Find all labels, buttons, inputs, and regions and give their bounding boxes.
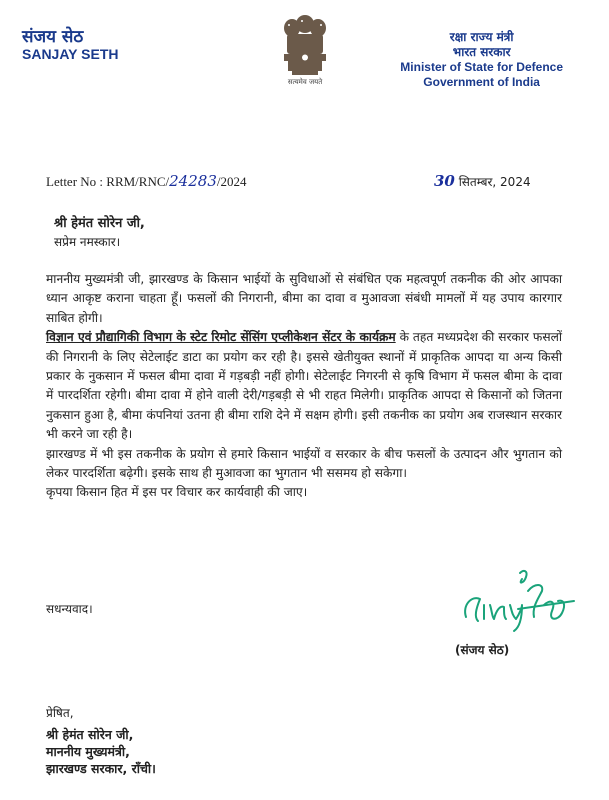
salutation: श्री हेमंत सोरेन जी, xyxy=(54,216,145,231)
body-paragraph-2 xyxy=(46,328,562,444)
forwarded-label: प्रेषित, xyxy=(46,706,74,720)
address-line-2: माननीय मुख्यमंत्री, xyxy=(46,744,130,759)
address-line-3: झारखण्ड सरकार, राँची। xyxy=(46,761,156,776)
body-paragraph-3: झारखण्ड में भी इस तकनीक के प्रयोग से हमारे किसान भाईयों व सरकार के बीच फसलों के उत्पादन और भुगतान को लेकर पारदर्शिता बढ़ेगी। इसके साथ ही मुआवजा का भुगतान भी ससमय हो सकेगा। xyxy=(46,446,562,481)
greeting: सप्रेम नमस्कार। xyxy=(54,235,121,249)
body-paragraph-2-text: के तहत मध्यप्रदेश की सरकार फसलों की निगरानी के लिए सेटेलाईट डाटा का प्रयोग कर रही है। इससे खेतीयुक्त स्थानों में प्राकृतिक आपदा या अन्य किसी प्रकार के नुकसान में फसल बीमा दावा में गड़बड़ी नहीं होगी। सेटेलाईट निगरनी से कृषि विभाग में फसल बीमा के दावा में पारदर्शिता रहेगी। बीमा दावा में होने वाली देरी/गड़बड़ी से भी राहत मिलेगी। प्राकृतिक आपदा से किसानों को जितना नुकसान हुआ है, बीमा कंपनियां उतना ही बीमा राशि देने में सक्षम होगी। इसी तकनीक का प्रयोग अब राजस्थान सरकार भी करने जा रही है। xyxy=(46,330,562,442)
sender-name-hindi: संजय सेठ xyxy=(22,27,84,47)
letter-number xyxy=(46,172,246,190)
closing: सधन्यवाद। xyxy=(46,602,93,616)
designation-block xyxy=(400,30,563,90)
designation-hindi-line1: रक्षा राज्य मंत्री xyxy=(449,30,514,44)
national-emblem-icon xyxy=(270,8,340,88)
date-day-handwritten: 30 xyxy=(434,172,455,190)
date-month-year: सितम्बर, 2024 xyxy=(458,175,531,189)
designation-english-line1: Minister of State for Defence xyxy=(400,60,563,74)
letter-body xyxy=(46,270,562,503)
letter-number-handwritten: 24283 xyxy=(169,172,217,190)
letter-number-prefix: Letter No : RRM/RNC/ xyxy=(46,174,170,189)
letter-number-suffix: /2024 xyxy=(216,174,247,189)
body-paragraph-2-emphasis: विज्ञान एवं प्रौद्यागिकी विभाग के स्टेट रिमोट सेंसिंग एप्लीकेशन सेंटर के कार्यक्रम xyxy=(46,330,396,345)
emblem-motto: सत्यमेव जयते xyxy=(287,78,323,86)
signatory-name: (संजय सेठ) xyxy=(455,643,510,657)
recipient-address xyxy=(46,726,156,777)
designation-english-line2: Government of India xyxy=(423,75,540,89)
body-paragraph-4: कृपया किसान हित में इस पर विचार कर कार्यवाही की जाए। xyxy=(46,485,308,500)
letter-date xyxy=(434,172,531,190)
handwritten-signature xyxy=(458,565,588,635)
designation-hindi-line2: भारत सरकार xyxy=(452,45,511,59)
body-paragraph-1: माननीय मुख्यमंत्री जी, झारखण्ड के किसान भाईयों के सुविधाओं से संबंधित एक महत्वपूर्ण तकनीक की ओर आपका ध्यान आकृष्ट कराना चाहता हूँ। फसलों की निगरानी, बीमा का दावा व मुआवजा संबंधी मामलों में यह उपाय कारगार साबित होगी। xyxy=(46,272,562,325)
address-line-1: श्री हेमंत सोरेन जी, xyxy=(46,727,134,742)
sender-name-english: SANJAY SETH xyxy=(22,46,119,62)
